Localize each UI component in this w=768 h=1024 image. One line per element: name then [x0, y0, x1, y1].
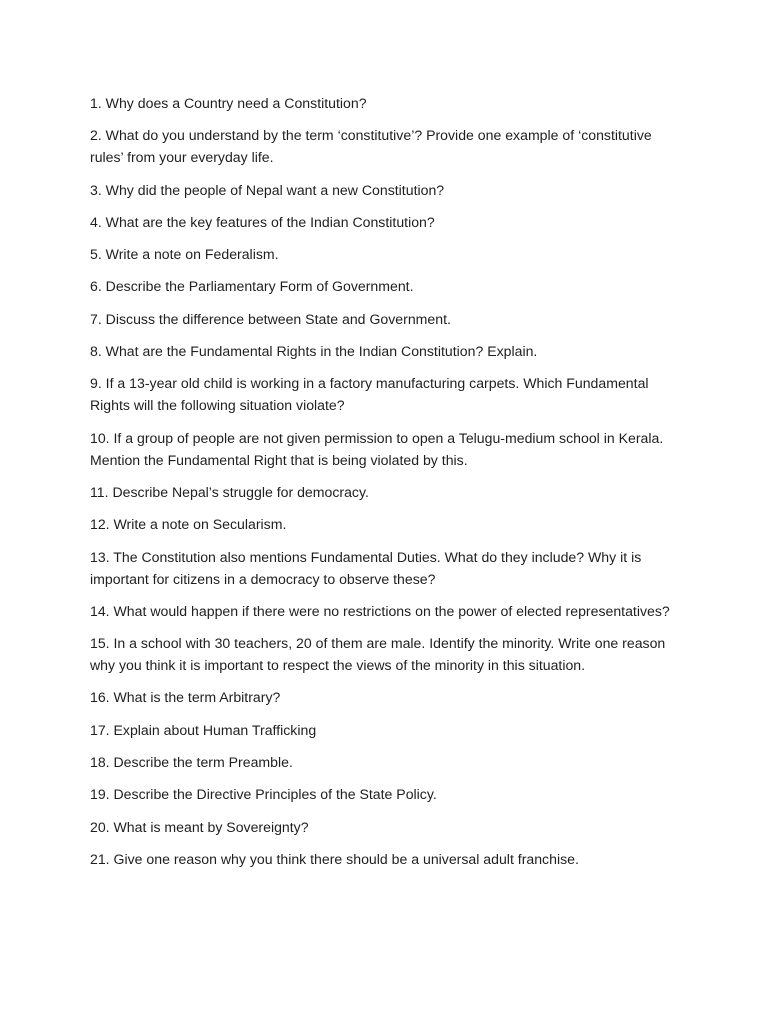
question-item: 4. What are the key features of the Indian Constitution?	[90, 213, 435, 230]
question-item: 2. What do you understand by the term ‘constitutive’? Provide one example of ‘constitutive rules’ from your everyday life.	[90, 127, 652, 166]
question-item: 5. Write a note on Federalism.	[90, 246, 279, 263]
question-item: 16. What is the term Arbitrary?	[90, 689, 281, 706]
question-item: 21. Give one reason why you think there should be a universal adult franchise.	[90, 850, 579, 867]
question-item: 8. What are the Fundamental Rights in the Indian Constitution? Explain.	[90, 343, 538, 360]
question-item: 17. Explain about Human Trafficking	[90, 721, 317, 738]
question-item: 13. The Constitution also mentions Fundamental Duties. What do they include? Why it is important for citizens in a democracy to observe these?	[90, 548, 642, 587]
question-item: 20. What is meant by Sovereignty?	[90, 818, 309, 835]
question-item: 3. Why did the people of Nepal want a new Constitution?	[90, 181, 445, 198]
question-item: 10. If a group of people are not given permission to open a Telugu-medium school in Kerala. Mention the Fundamental Right that is being violated by this.	[90, 429, 664, 468]
question-item: 12. Write a note on Secularism.	[90, 516, 287, 533]
question-item: 6. Describe the Parliamentary Form of Government.	[90, 278, 414, 295]
question-item: 14. What would happen if there were no restrictions on the power of elected representatives?	[90, 602, 670, 619]
question-item: 9. If a 13-year old child is working in a factory manufacturing carpets. Which Fundamental Rights will the following situation violate?	[90, 375, 649, 414]
question-item: 11. Describe Nepal’s struggle for democracy.	[90, 483, 369, 500]
question-item: 19. Describe the Directive Principles of the State Policy.	[90, 786, 437, 803]
question-item: 15. In a school with 30 teachers, 20 of them are male. Identify the minority. Write one reason why you think it is important to respect the views of the minority in this situation.	[90, 635, 666, 674]
question-item: 18. Describe the term Preamble.	[90, 754, 293, 771]
question-item: 7. Discuss the difference between State and Government.	[90, 310, 451, 327]
question-item: 1. Why does a Country need a Constitution?	[90, 95, 367, 111]
question-list	[90, 92, 682, 880]
